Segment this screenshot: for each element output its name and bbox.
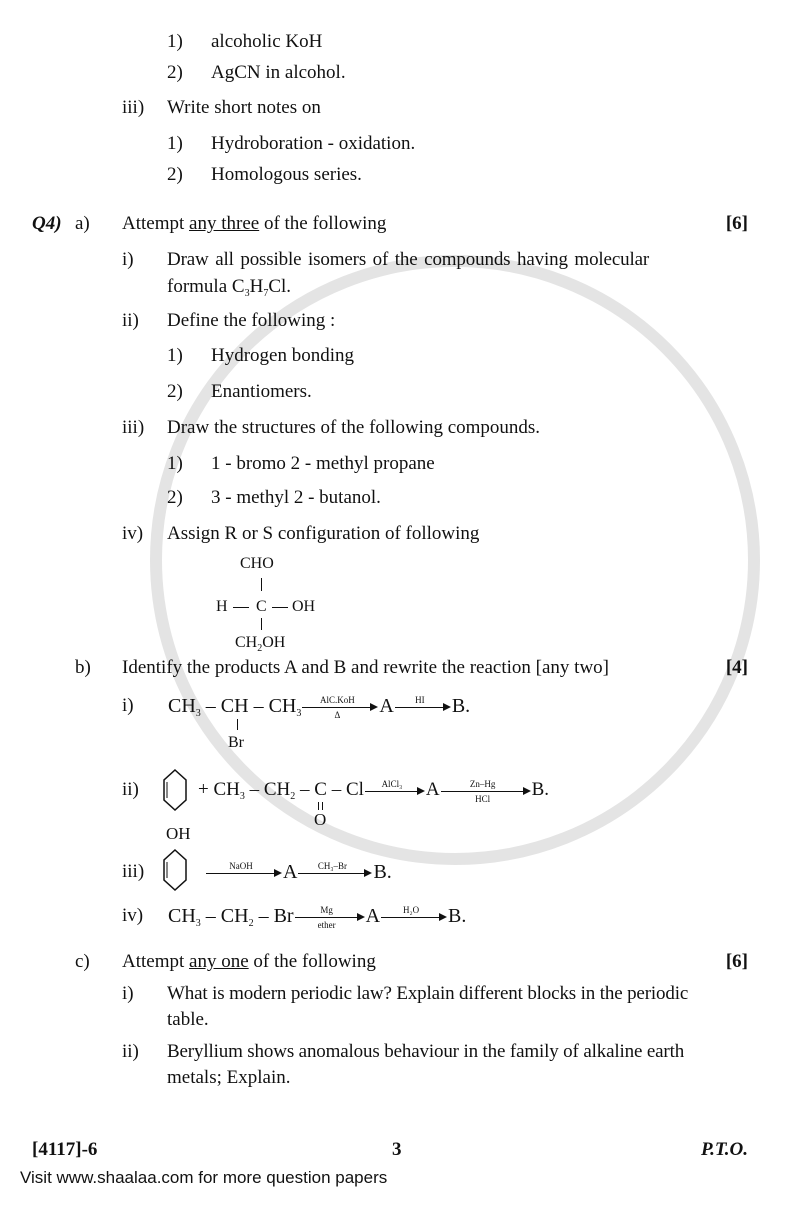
sub-question-text: Beryllium shows anomalous behaviour in the family of alkaline earth <box>167 1041 685 1062</box>
bond <box>237 719 238 730</box>
sub-question-text: Draw the structures of the following compounds. <box>167 417 541 438</box>
bond <box>261 578 262 591</box>
item-num: 1) <box>167 31 183 52</box>
sub-question-text: What is modern periodic law? Explain different blocks in the periodic <box>167 983 689 1004</box>
sub-question-text: Define the following : <box>167 310 336 331</box>
sub-question-text: metals; Explain. <box>167 1067 291 1088</box>
paper-code: [4117]-6 <box>32 1139 98 1160</box>
group-right: OH <box>292 598 316 615</box>
fischer-projection <box>210 552 330 652</box>
item-text: AgCN in alcohol. <box>211 62 346 83</box>
sub-question-num: i) <box>122 249 134 270</box>
substituent: OH <box>166 824 191 843</box>
item-text: Hydroboration - oxidation. <box>211 133 416 154</box>
benzene-ring-icon <box>162 768 188 812</box>
item-text: alcoholic KoH <box>211 31 323 52</box>
item-num: 2) <box>167 62 183 83</box>
sub-question-num: ii) <box>122 310 139 331</box>
reaction-iii: NaOH A CH₃–Br B. <box>205 860 392 885</box>
part-instruction: Attempt any one of the following <box>122 951 376 972</box>
question-label: Q4) <box>32 213 62 234</box>
item-num: 2) <box>167 487 183 508</box>
bond <box>233 607 249 608</box>
reaction-arrow: CH₃–Br <box>298 861 372 885</box>
item-text: Enantiomers. <box>211 381 312 402</box>
reaction-num: iv) <box>122 905 144 926</box>
pto-label: P.T.O. <box>701 1139 748 1160</box>
reaction-num: ii) <box>122 779 139 800</box>
group-bottom: $CH_2OH$ <box>235 634 286 654</box>
sub-question-text: formula $C_3H_7Cl$. <box>167 276 292 299</box>
phenol-ring-icon <box>162 847 188 893</box>
center-carbon: C <box>256 598 267 615</box>
bond <box>261 618 262 630</box>
group-left: H <box>216 598 228 615</box>
marks: [6] <box>725 951 748 972</box>
item-text: 3 - methyl 2 - butanol. <box>211 487 381 508</box>
bond <box>272 607 288 608</box>
reaction-arrow: HI <box>395 695 451 719</box>
sub-question-num: iii) <box>122 97 145 118</box>
item-num: 2) <box>167 164 183 185</box>
item-text: 1 - bromo 2 - methyl propane <box>211 453 435 474</box>
item-num: 1) <box>167 133 183 154</box>
part-label: a) <box>75 213 90 234</box>
sub-question-text: Write short notes on <box>167 97 321 118</box>
marks: [6] <box>725 213 748 234</box>
marks: [4] <box>725 657 748 678</box>
item-text: Homologous series. <box>211 164 362 185</box>
sub-question-text: table. <box>167 1009 209 1030</box>
sub-question-num: iii) <box>122 417 145 438</box>
reaction-arrow: Mg ether <box>295 905 365 929</box>
footer-link[interactable]: Visit www.shaalaa.com for more question papers <box>20 1168 388 1187</box>
sub-question-num: i) <box>122 983 134 1004</box>
part-instruction: Identify the products A and B and rewrite the reaction [any two] <box>122 657 609 678</box>
group-top: CHO <box>240 555 274 572</box>
item-text: Hydrogen bonding <box>211 345 355 366</box>
item-num: 1) <box>167 453 183 474</box>
sub-question-num: iv) <box>122 523 144 544</box>
reaction-arrow: H₂O <box>381 905 447 929</box>
sub-question-num: ii) <box>122 1041 139 1062</box>
part-label: b) <box>75 657 91 678</box>
reaction-num: iii) <box>122 861 145 882</box>
substituent: O <box>314 810 327 829</box>
page-number: 3 <box>392 1139 402 1160</box>
part-label: c) <box>75 951 90 972</box>
reaction-arrow: AlCl₃ <box>365 779 425 803</box>
reaction-num: i) <box>122 695 134 716</box>
sub-question-text: Assign R or S configuration of following <box>167 523 480 544</box>
reaction-arrow: NaOH <box>206 861 282 885</box>
substituent: Br <box>228 734 244 751</box>
item-num: 2) <box>167 381 183 402</box>
reaction-ii: + $CH_3 - CH_2$ – C – Cl AlCl₃ A Zn–Hg HCl B. <box>198 778 550 804</box>
reaction-iv: $CH_3 - CH_2$ – Br Mg ether A H₂O B. <box>168 905 467 931</box>
reaction-arrow: AlC.KoH Δ <box>302 695 378 719</box>
part-instruction: Attempt any three of the following <box>122 213 387 234</box>
item-num: 1) <box>167 345 183 366</box>
sub-question-text: Draw all possible isomers of the compounds having molecular <box>167 249 650 270</box>
reaction-arrow: Zn–Hg HCl <box>441 779 531 803</box>
reaction-i: $CH_3$ – CH – $CH_3$ AlC.KoH Δ A HI B. <box>168 695 471 721</box>
